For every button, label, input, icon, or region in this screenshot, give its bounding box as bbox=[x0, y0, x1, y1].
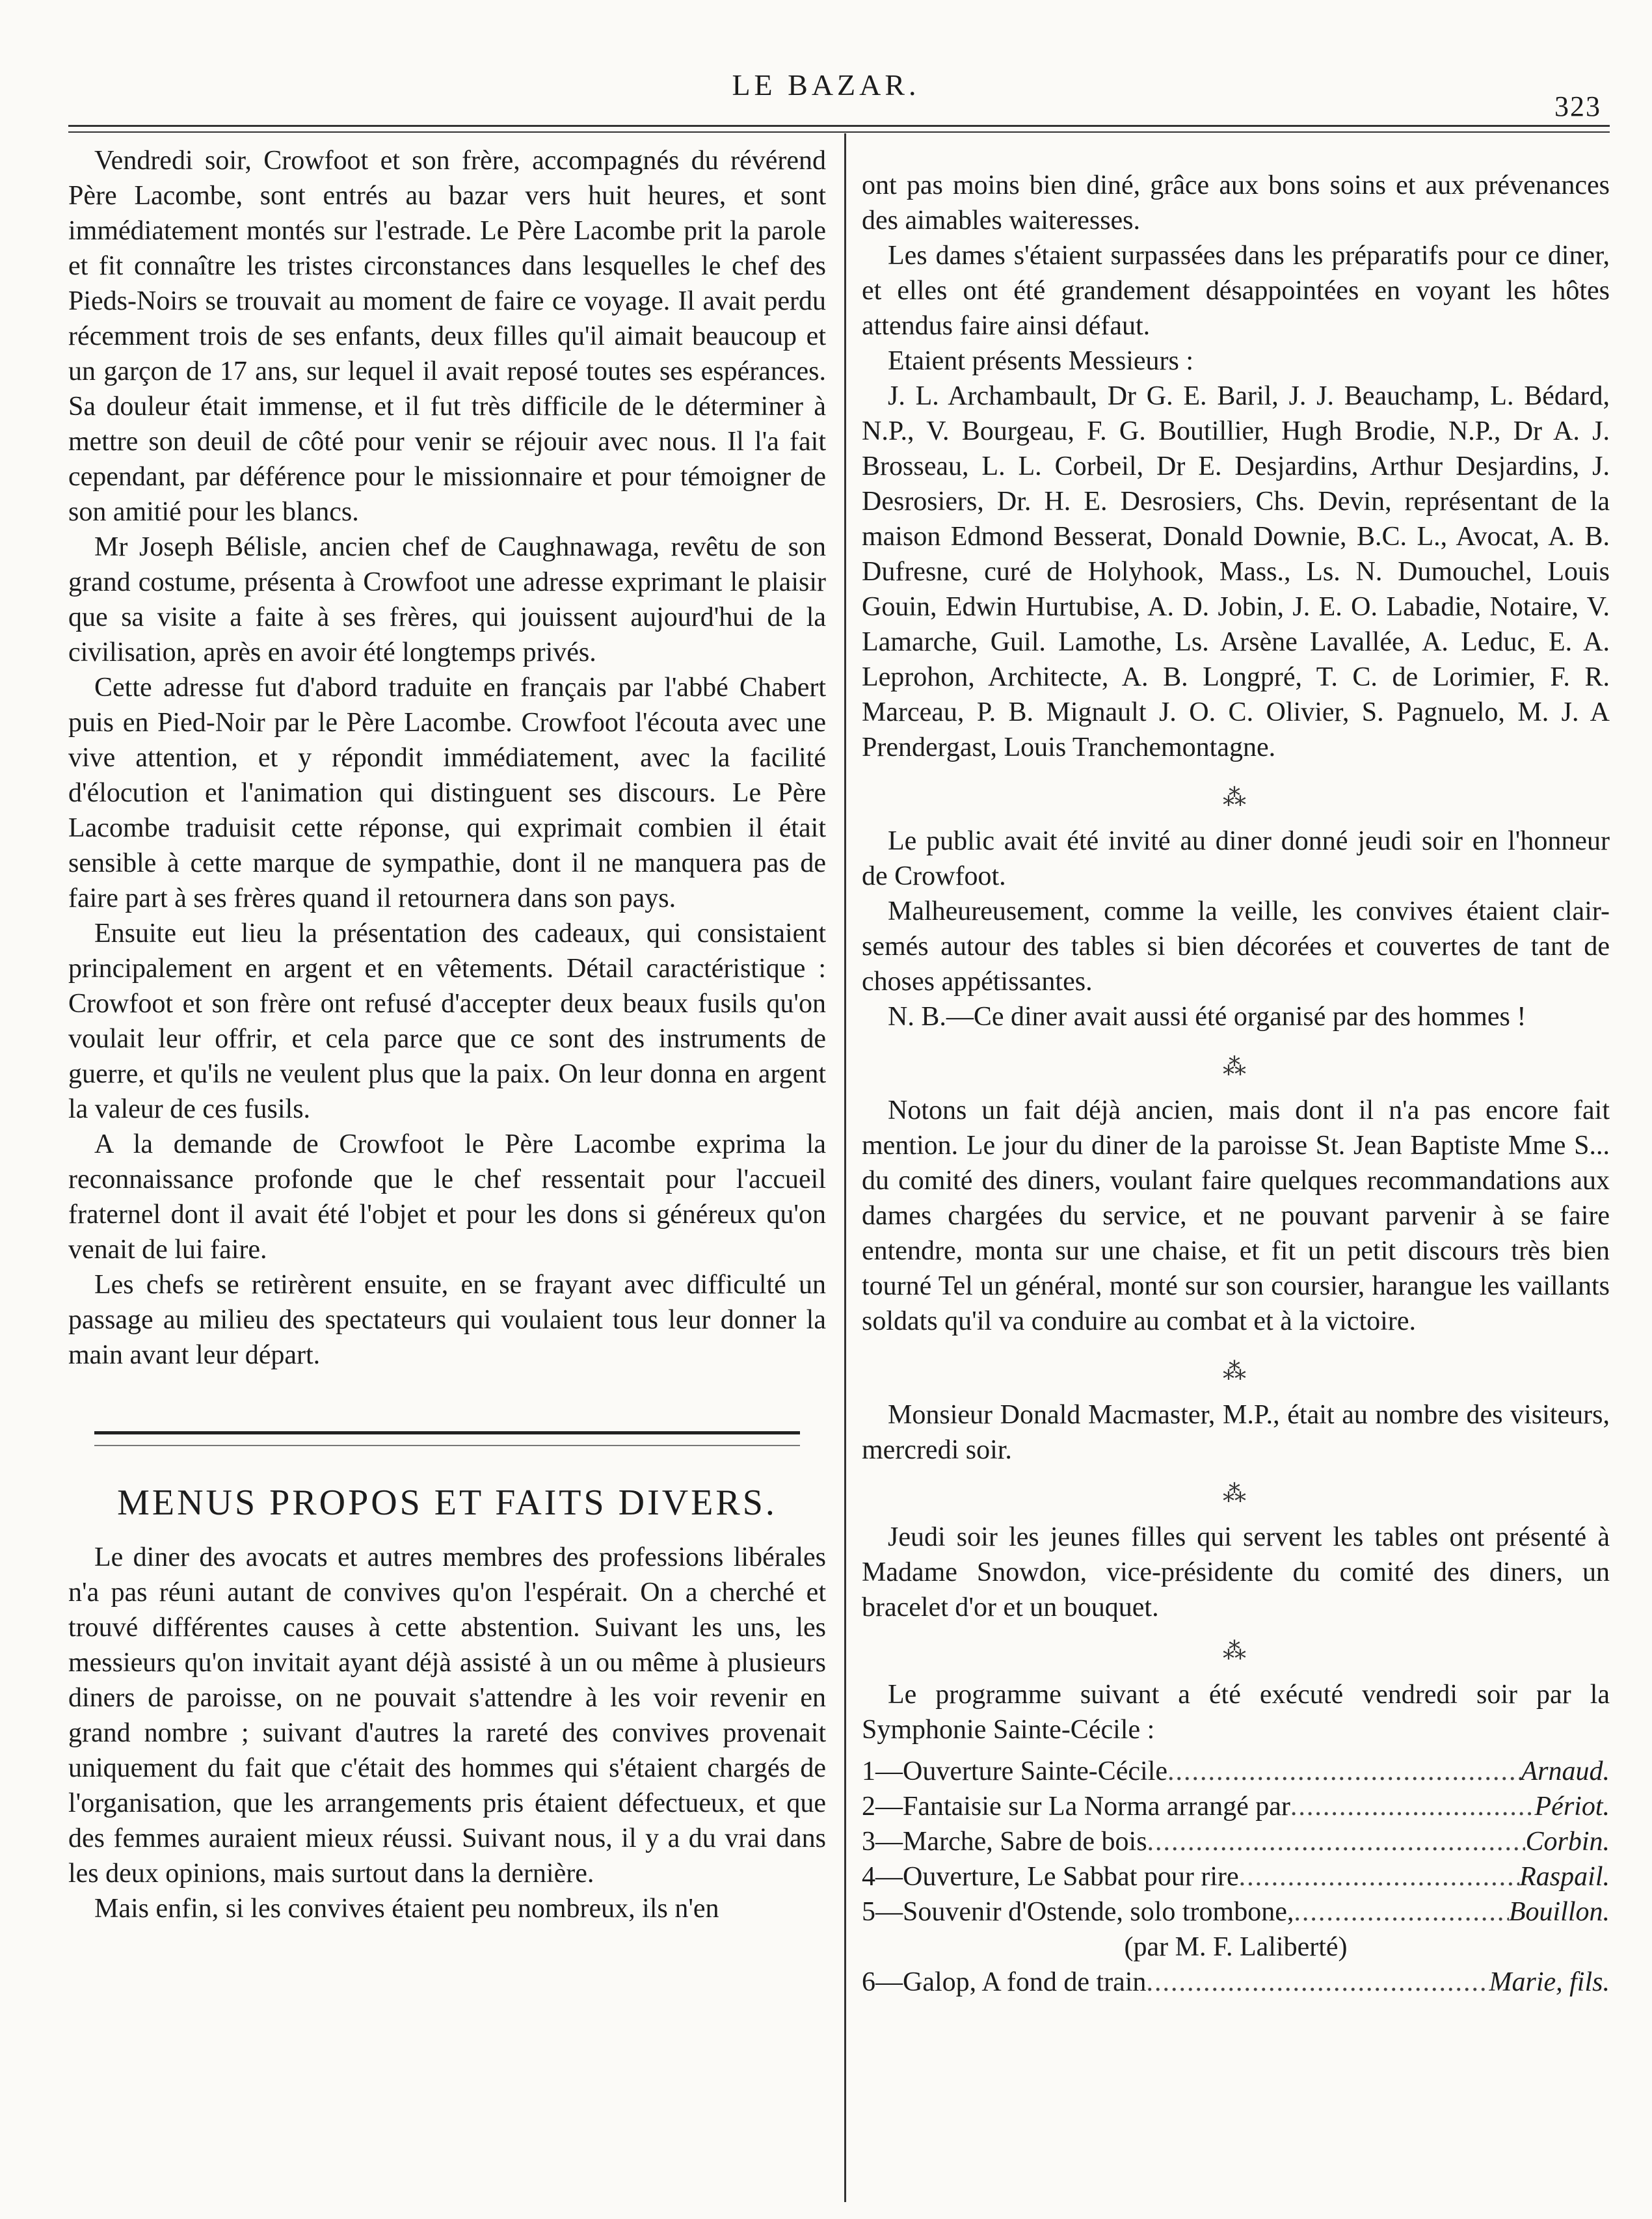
program-piece: 5—Souvenir d'Ostende, solo trombone, bbox=[862, 1897, 1294, 1927]
article-paragraph: Etaient présents Messieurs : bbox=[888, 346, 1194, 376]
program-piece: 2—Fantaisie sur La Norma arrangé par bbox=[862, 1792, 1290, 1822]
asterism-separator: ⁂ bbox=[1223, 785, 1249, 811]
article-paragraph: Le diner des avocats et autres membres des professions libérales n'a pas réuni autant de convives qu'on l'espérait. On a cherché et trouvé différentes causes à cette abstention. Suivant les uns, les messieurs qu'on invitait ayant déjà assisté à un ou même à plusieurs diners de paroisse, on ne pouvait s'attendre à les voir revenir en grand nombre ; suivant d'autres la rareté des convives provenait uniquement du fait que c'était des hommes qui s'étaient chargés de l'organisation, que les arrangements pris étaient défectueux, et que des femmes auraient mieux réussi. Suivant nous, il y a du vrai dans les deux opinions, mais surtout dans la dernière. bbox=[68, 1542, 826, 1889]
program-composer: Bouillon. bbox=[1508, 1897, 1610, 1927]
dot-leader bbox=[1167, 1754, 1521, 1789]
article-paragraph: Le public avait été invité au diner donné jeudi soir en l'honneur de Crowfoot. bbox=[862, 826, 1610, 891]
program-item bbox=[862, 1965, 1610, 2000]
program-piece: 6—Galop, A fond de train bbox=[862, 1967, 1147, 1997]
program-note: (par M. F. Laliberté) bbox=[1124, 1932, 1348, 1962]
article-paragraph: Monsieur Donald Macmaster, M.P., était au nombre des visiteurs, mercredi soir. bbox=[862, 1400, 1610, 1465]
program-item bbox=[862, 1754, 1610, 1789]
header-rule bbox=[68, 125, 1610, 127]
article-paragraph: Notons un fait déjà ancien, mais dont il n'a pas encore fait mention. Le jour du diner de la paroisse St. Jean Baptiste Mme S... du comité des diners, voulant faire quelques recommandations aux dames chargées du service, et ne pouvant parvenir à se faire entendre, monta sur une chaise, et fit un petit discours très bien tourné Tel un général, monté sur son coursier, harangue les vaillants soldats qu'il va conduire au combat et à la victoire. bbox=[862, 1096, 1610, 1336]
program-composer: Périot. bbox=[1534, 1792, 1610, 1822]
right-column bbox=[862, 168, 1610, 2000]
asterism-separator: ⁂ bbox=[1223, 1358, 1249, 1384]
program-item bbox=[862, 1789, 1610, 1824]
article-paragraph: Les dames s'étaient surpassées dans les préparatifs pour ce diner, et elles ont été grandement désappointées en voyant les hôtes attendus faire ainsi défaut. bbox=[862, 241, 1610, 341]
program-composer: Corbin. bbox=[1525, 1827, 1610, 1857]
dot-leader bbox=[1146, 1965, 1489, 2000]
article-paragraph: Malheureusement, comme la veille, les convives étaient clair-semés autour des tables si bien décorées et couvertes de tant de choses appétissantes. bbox=[862, 896, 1610, 997]
asterism-separator: ⁂ bbox=[1223, 1054, 1249, 1080]
article-paragraph: Jeudi soir les jeunes filles qui servent les tables ont présenté à Madame Snowdon, vice-présidente du comité des diners, un bracelet d'or et un bouquet. bbox=[862, 1522, 1610, 1622]
article-paragraph: Mr Joseph Bélisle, ancien chef de Caughnawaga, revêtu de son grand costume, présenta à Crowfoot une adresse exprimant le plaisir que sa visite a faite à ses frères, qui jouissent aujourd'hui de la civilisation, après en avoir été longtemps privés. bbox=[68, 532, 826, 667]
concert-program bbox=[862, 1754, 1610, 2000]
header-rule-thin bbox=[68, 131, 1610, 133]
article-paragraph: N. B.—Ce diner avait aussi été organisé par des hommes ! bbox=[888, 1002, 1526, 1032]
dot-leader bbox=[1294, 1894, 1508, 1930]
program-piece: 1—Ouverture Sainte-Cécile bbox=[862, 1756, 1167, 1786]
program-item bbox=[862, 1859, 1610, 1894]
section-title: MENUS PROPOS ET FAITS DIVERS. bbox=[117, 1483, 777, 1523]
article-paragraph: Cette adresse fut d'abord traduite en français par l'abbé Chabert puis en Pied-Noir par le Père Lacombe. Crowfoot l'écouta avec une vive attention, et y répondit immédiatement, avec la facilité d'élocution et l'animation qui distinguent ses discours. Le Père Lacombe traduisit cette réponse, qui exprimait combien il était sensible à cette marque de sympathie, dont il ne manquera pas de faire part à ses frères quand il retournera dans son pays. bbox=[68, 673, 826, 913]
page-number: 323 bbox=[1554, 90, 1601, 122]
program-composer: Raspail. bbox=[1519, 1862, 1610, 1892]
program-item bbox=[862, 1824, 1610, 1859]
program-composer: Marie, fils. bbox=[1489, 1967, 1610, 1997]
dot-leader bbox=[1147, 1824, 1526, 1859]
column-divider bbox=[844, 133, 846, 2202]
article-paragraph: A la demande de Crowfoot le Père Lacombe exprima la reconnaissance profonde que le chef ressentait pour l'accueil fraternel dont il avait été l'objet et pour les dons si généreux qu'on venait de lui faire. bbox=[68, 1129, 826, 1265]
left-column bbox=[68, 143, 826, 1926]
article-paragraph: Mais enfin, si les convives étaient peu nombreux, ils n'en bbox=[94, 1894, 719, 1924]
program-composer: Arnaud. bbox=[1521, 1756, 1610, 1786]
asterism-separator: ⁂ bbox=[1223, 1638, 1249, 1664]
dot-leader bbox=[1239, 1859, 1520, 1894]
article-paragraph: Les chefs se retirèrent ensuite, en se frayant avec difficulté un passage au milieu des spectateurs qui voulaient tous leur donner la main avant leur départ. bbox=[68, 1270, 826, 1370]
section-divider bbox=[94, 1431, 800, 1446]
article-paragraph: Le programme suivant a été exécuté vendredi soir par la Symphonie Sainte-Cécile : bbox=[862, 1680, 1610, 1745]
article-paragraph: Ensuite eut lieu la présentation des cadeaux, qui consistaient principalement en argent et en vêtements. Détail caractéristique : Crowfoot et son frère ont refusé d'accepter deux beaux fusils qu'on voulait leur offrir, et cela parce que ce sont des instruments de guerre, et qu'ils ne veulent plus que la paix. On leur donna en argent la valeur de ces fusils. bbox=[68, 919, 826, 1124]
attendee-list: J. L. Archambault, Dr G. E. Baril, J. J. Beauchamp, L. Bédard, N.P., V. Bourgeau, F. G. Boutillier, Hugh Brodie, N.P., Dr A. J. Brosseau, L. L. Corbeil, Dr E. Desjardins, Arthur Desjardins, J. Desrosiers, Dr. H. E. Desrosiers, Chs. Devin, représentant de la maison Edmond Besserat, Donald Downie, B.C. L., Avocat, A. B. Dufresne, curé de Holyhook, Mass., Ls. N. Dumouchel, Louis Gouin, Edwin Hurtubise, A. D. Jobin, J. E. O. Labadie, Notaire, V. Lamarche, Guil. Lamothe, Ls. Arsène Lavallée, A. Leduc, E. A. Leprohon, Architecte, A. B. Longpré, T. C. de Lorimier, F. R. Marceau, P. B. Mignault J. O. C. Olivier, S. Pagnuelo, M. J. A Prendergast, Louis Tranchemontagne. bbox=[862, 381, 1610, 762]
publication-title: LE BAZAR. bbox=[732, 68, 920, 101]
program-item bbox=[862, 1894, 1610, 1930]
dot-leader bbox=[1290, 1789, 1535, 1824]
program-piece: 4—Ouverture, Le Sabbat pour rire bbox=[862, 1862, 1239, 1892]
article-paragraph: Vendredi soir, Crowfoot et son frère, accompagnés du révérend Père Lacombe, sont entrés au bazar vers huit heures, et sont immédiatement montés sur l'estrade. Le Père Lacombe prit la parole et fit connaître les tristes circonstances dans lesquelles le chef des Pieds-Noirs se trouvait au moment de faire ce voyage. Il avait perdu récemment trois de ses enfants, deux filles qu'il aimait beaucoup et un garçon de 17 ans, sur lequel il avait reposé toutes ses espérances. Sa douleur était immense, et il fut très difficile de le déterminer à mettre son deuil de côté pour venir se réjouir avec nous. Il l'a fait cependant, par déférence pour le missionnaire et pour témoigner de son amitié pour les blancs. bbox=[68, 146, 826, 527]
asterism-separator: ⁂ bbox=[1223, 1481, 1249, 1507]
article-paragraph: ont pas moins bien diné, grâce aux bons soins et aux prévenances des aimables waiteresses. bbox=[862, 170, 1610, 235]
program-piece: 3—Marche, Sabre de bois bbox=[862, 1827, 1147, 1857]
